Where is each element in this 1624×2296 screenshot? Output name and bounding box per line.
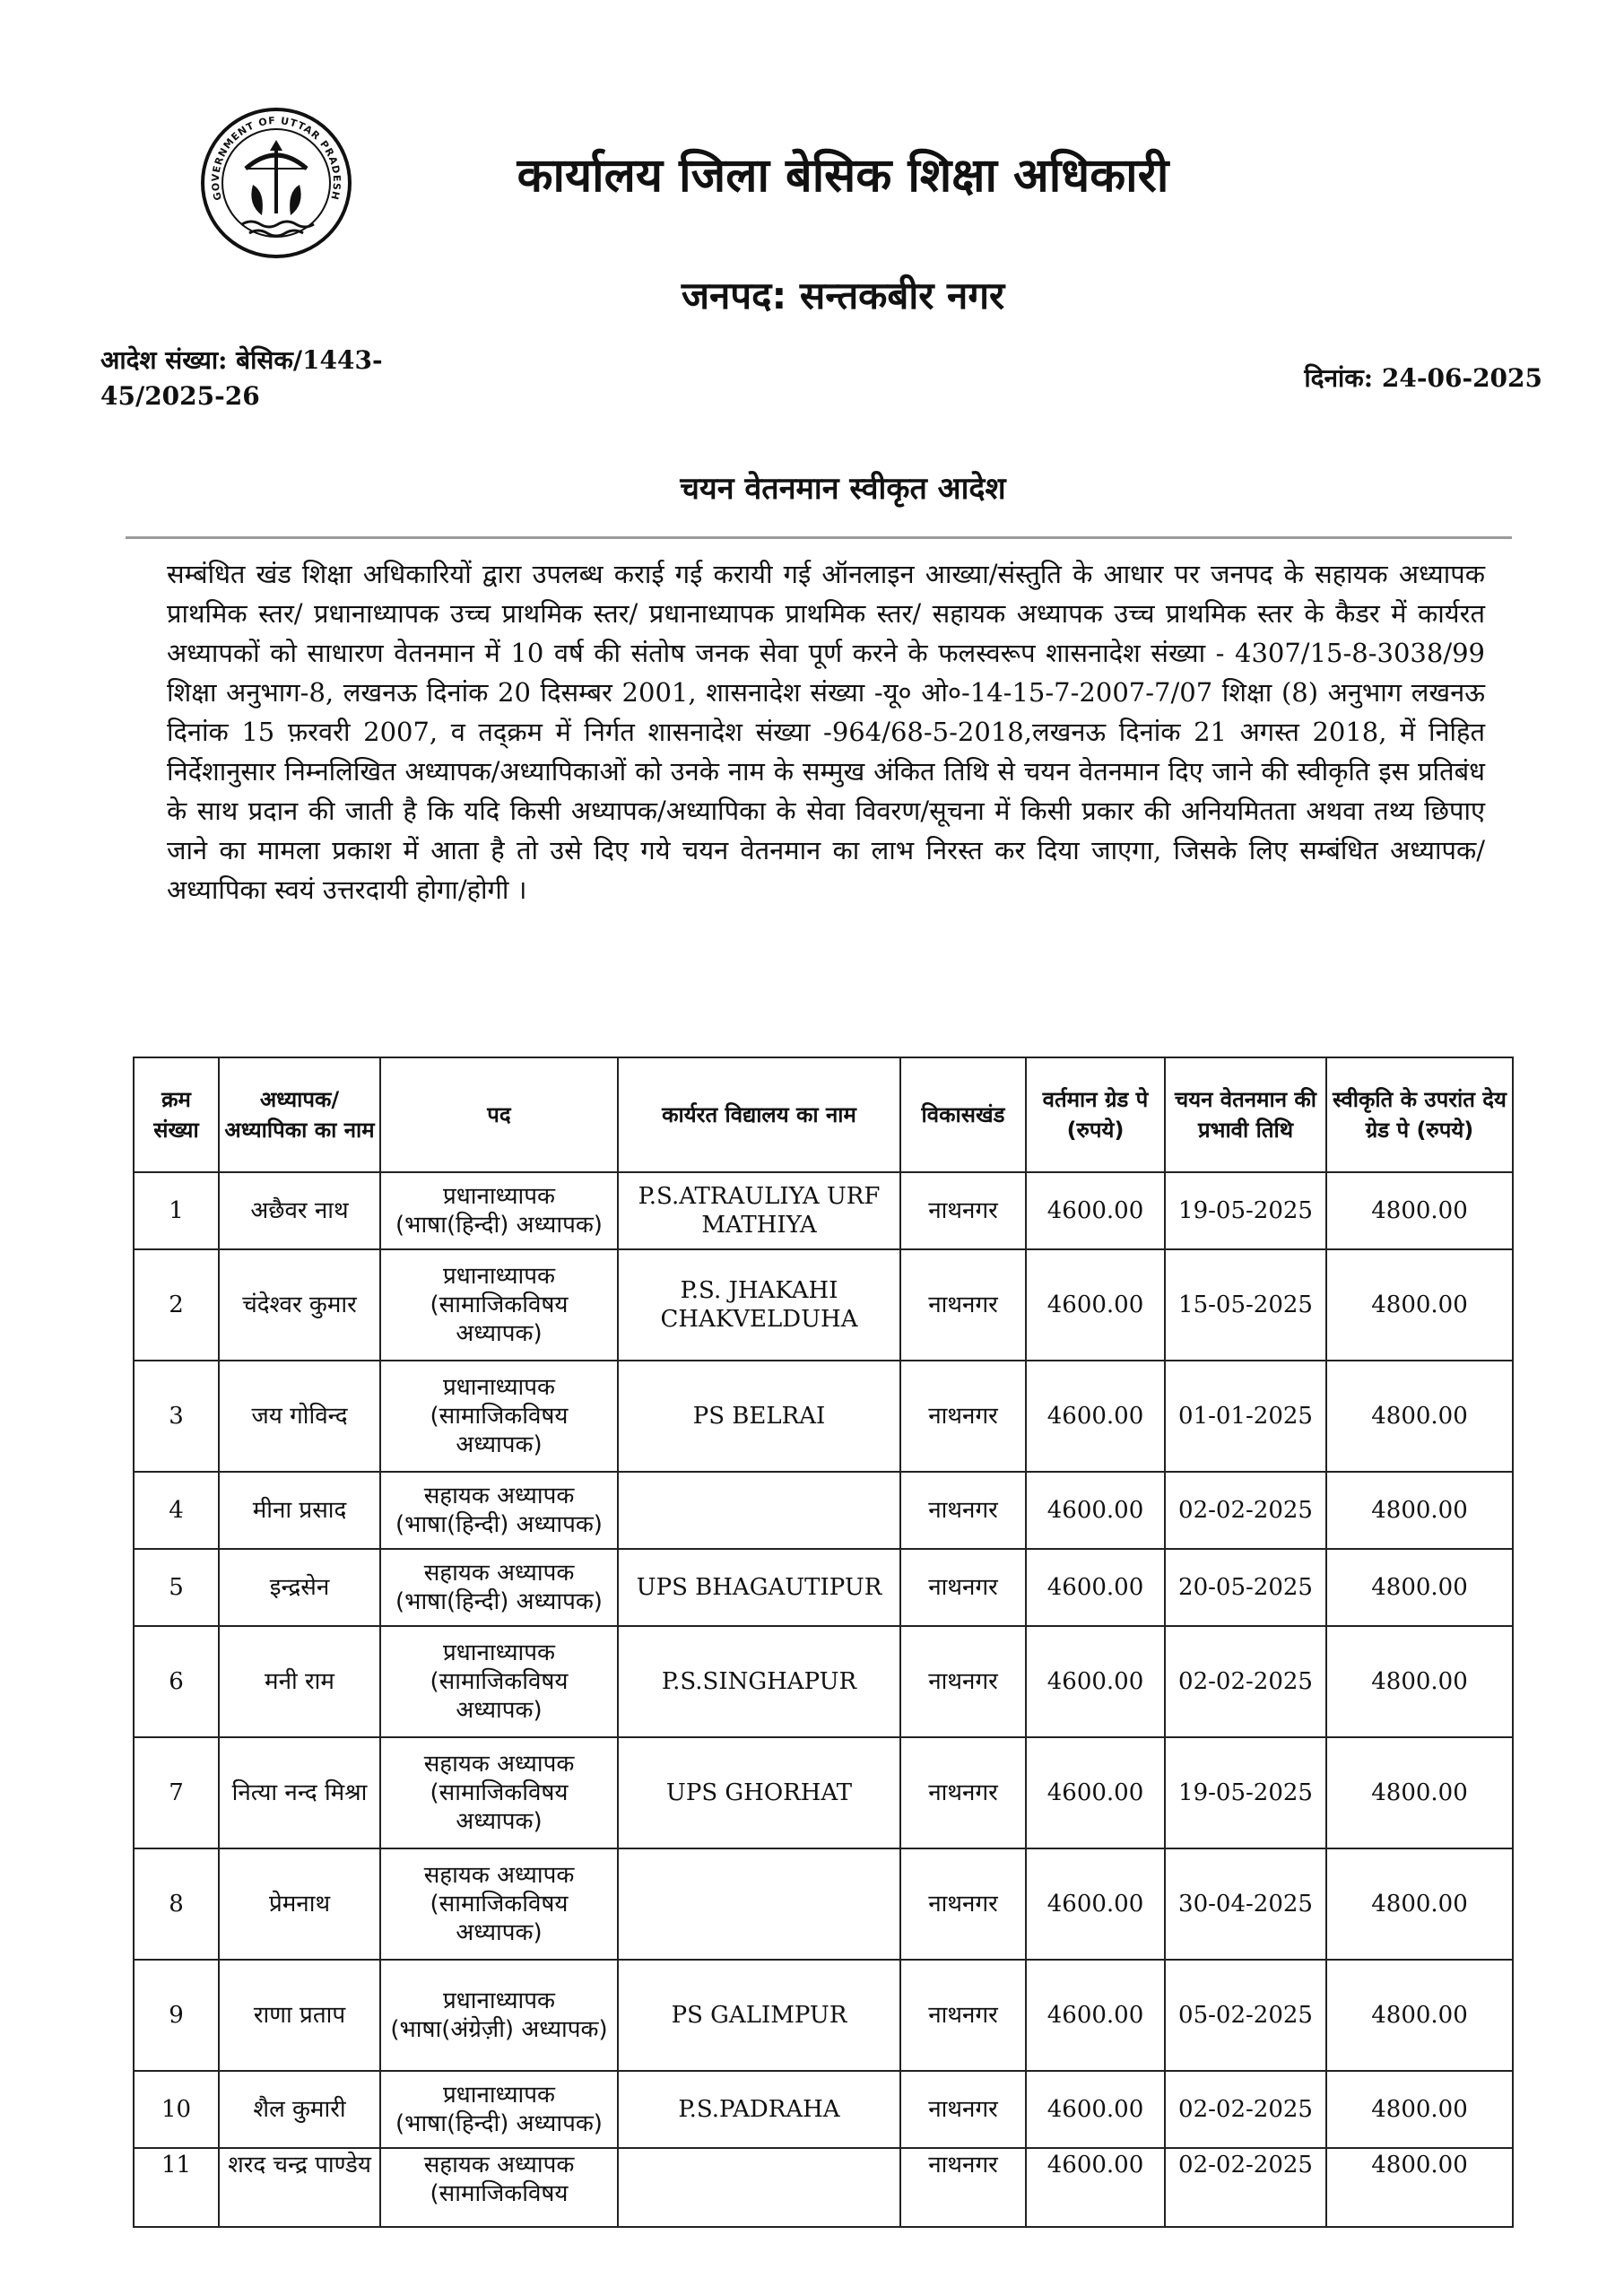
table-row bbox=[134, 2148, 1513, 2227]
cell-grade: 4600.00 bbox=[1026, 1549, 1165, 1626]
cell-post: सहायक अध्यापक (सामाजिकविषय अध्यापक) bbox=[380, 1737, 618, 1848]
cell-post: प्रधानाध्यापक (भाषा(हिन्दी) अध्यापक) bbox=[380, 1172, 618, 1249]
cell-new-grade: 4800.00 bbox=[1326, 1848, 1513, 1960]
cell-post: प्रधानाध्यापक (भाषा(हिन्दी) अध्यापक) bbox=[380, 2071, 618, 2148]
cell-grade: 4600.00 bbox=[1026, 1960, 1165, 2071]
cell-new-grade: 4800.00 bbox=[1326, 2148, 1513, 2227]
order-body: सम्बंधित खंड शिक्षा अधिकारियों द्वारा उपलब्ध कराई गई करायी गई ऑनलाइन आख्या/संस्तुति के आधार पर जनपद के सहायक अध्यापक प्राथमिक स्तर/ प्रधानाध्यापक उच्च प्राथमिक स्तर/ प्रधानाध्यापक प्राथमिक स्तर/ सहायक अध्यापक उच्च प्राथमिक स्तर के कैडर में कार्यरत अध्यापकों को साधारण वेतनमान में 10 वर्ष की संतोष जनक सेवा पूर्ण करने के फलस्वरूप शासनादेश संख्या - 4307/15-8-3038/99 शिक्षा अनुभाग-8, लखनऊ दिनांक 20 दिसम्बर 2001, शासनादेश संख्या -यू० ओ०-14-15-7-2007-7/07 शिक्षा (8) अनुभाग लखनऊ दिनांक 15 फ़रवरी 2007, व तद्क्रम में निर्गत शासनादेश संख्या -964/68-5-2018,लखनऊ दिनांक 21 अगस्त 2018, में निहित निर्देशानुसार निम्नलिखित अध्यापक/अध्यापिकाओं को उनके नाम के सम्मुख अंकित तिथि से चयन वेतनमान दिए जाने की स्वीकृति इस प्रतिबंध के साथ प्रदान की जाती है कि यदि किसी अध्यापक/अध्यापिका के सेवा विवरण/सूचना में किसी प्रकार की अनियमितता अथवा तथ्य छिपाए जाने का मामला प्रकाश में आता है तो उसे दिए गये चयन वेतनमान का लाभ निरस्त कर दिया जाएगा, जिसके लिए सम्बंधित अध्यापक/अध्यापिका स्वयं उत्तरदायी होगा/होगी । bbox=[167, 559, 1485, 905]
cell-date: 02-02-2025 bbox=[1165, 2148, 1326, 2227]
cell-school bbox=[618, 2148, 900, 2227]
col-block: विकासखंड bbox=[900, 1057, 1026, 1172]
cell-date: 19-05-2025 bbox=[1165, 1172, 1326, 1249]
cell-grade: 4600.00 bbox=[1026, 1172, 1165, 1249]
cell-grade: 4600.00 bbox=[1026, 2071, 1165, 2148]
cell-block: नाथनगर bbox=[900, 1737, 1026, 1848]
cell-date: 01-01-2025 bbox=[1165, 1361, 1326, 1472]
cell-date: 02-02-2025 bbox=[1165, 1472, 1326, 1549]
divider bbox=[126, 536, 1512, 539]
cell-name: नित्या नन्द मिश्रा bbox=[219, 1737, 380, 1848]
cell-serial: 9 bbox=[134, 1960, 219, 2071]
cell-post: सहायक अध्यापक (सामाजिकविषय अध्यापक) bbox=[380, 1848, 618, 1960]
table-row bbox=[134, 1848, 1513, 1960]
table-row bbox=[134, 2071, 1513, 2148]
cell-grade: 4600.00 bbox=[1026, 1737, 1165, 1848]
cell-school: UPS GHORHAT bbox=[618, 1737, 900, 1848]
col-teacher-name: अध्यापक/ अध्यापिका का नाम bbox=[219, 1057, 380, 1172]
cell-block: नाथनगर bbox=[900, 1249, 1026, 1361]
cell-post: प्रधानाध्यापक (सामाजिकविषय अध्यापक) bbox=[380, 1361, 618, 1472]
cell-grade: 4600.00 bbox=[1026, 1249, 1165, 1361]
cell-serial: 10 bbox=[134, 2071, 219, 2148]
order-number-line1: आदेश संख्या: बेसिक/1443- bbox=[100, 345, 383, 375]
cell-grade: 4600.00 bbox=[1026, 1361, 1165, 1472]
cell-school bbox=[618, 1472, 900, 1549]
office-title: कार्यालय जिला बेसिक शिक्षा अधिकारी bbox=[517, 149, 1169, 203]
cell-school: P.S.PADRAHA bbox=[618, 2071, 900, 2148]
cell-new-grade: 4800.00 bbox=[1326, 1249, 1513, 1361]
cell-serial: 11 bbox=[134, 2148, 219, 2227]
cell-serial: 8 bbox=[134, 1848, 219, 1960]
cell-serial: 2 bbox=[134, 1249, 219, 1361]
order-subject: चयन वेतनमान स्वीकृत आदेश bbox=[680, 471, 1006, 507]
table-row bbox=[134, 1626, 1513, 1737]
cell-block: नाथनगर bbox=[900, 1848, 1026, 1960]
cell-block: नाथनगर bbox=[900, 1472, 1026, 1549]
cell-name: शैल कुमारी bbox=[219, 2071, 380, 2148]
cell-serial: 7 bbox=[134, 1737, 219, 1848]
cell-name: जय गोविन्द bbox=[219, 1361, 380, 1472]
cell-date: 05-02-2025 bbox=[1165, 1960, 1326, 2071]
col-school: कार्यरत विद्यालय का नाम bbox=[618, 1057, 900, 1172]
col-post: पद bbox=[380, 1057, 618, 1172]
cell-block: नाथनगर bbox=[900, 1549, 1026, 1626]
cell-post: प्रधानाध्यापक (सामाजिकविषय अध्यापक) bbox=[380, 1249, 618, 1361]
svg-text:GOVERNMENT OF UTTAR PRADESH: GOVERNMENT OF UTTAR PRADESH bbox=[209, 115, 343, 202]
cell-new-grade: 4800.00 bbox=[1326, 2071, 1513, 2148]
cell-new-grade: 4800.00 bbox=[1326, 1172, 1513, 1249]
col-serial: क्रम संख्या bbox=[134, 1057, 219, 1172]
cell-serial: 5 bbox=[134, 1549, 219, 1626]
cell-school bbox=[618, 1848, 900, 1960]
cell-school: PS BELRAI bbox=[618, 1361, 900, 1472]
cell-name: मीना प्रसाद bbox=[219, 1472, 380, 1549]
cell-date: 15-05-2025 bbox=[1165, 1249, 1326, 1361]
cell-date: 30-04-2025 bbox=[1165, 1848, 1326, 1960]
cell-date: 20-05-2025 bbox=[1165, 1549, 1326, 1626]
cell-block: नाथनगर bbox=[900, 1361, 1026, 1472]
table-row bbox=[134, 1737, 1513, 1848]
cell-name: इन्द्रसेन bbox=[219, 1549, 380, 1626]
table-row bbox=[134, 1472, 1513, 1549]
order-number bbox=[100, 343, 477, 414]
col-new-grade: स्वीकृति के उपरांत देय ग्रेड पे (रुपये) bbox=[1326, 1057, 1513, 1172]
cell-school: UPS BHAGAUTIPUR bbox=[618, 1549, 900, 1626]
cell-post: सहायक अध्यापक (भाषा(हिन्दी) अध्यापक) bbox=[380, 1472, 618, 1549]
table-row bbox=[134, 1549, 1513, 1626]
district-name: जनपद: सन्तकबीर नगर bbox=[681, 274, 1005, 317]
cell-new-grade: 4800.00 bbox=[1326, 1361, 1513, 1472]
cell-school: PS GALIMPUR bbox=[618, 1960, 900, 2071]
cell-new-grade: 4800.00 bbox=[1326, 1472, 1513, 1549]
cell-block: नाथनगर bbox=[900, 1172, 1026, 1249]
up-government-seal bbox=[199, 106, 353, 260]
cell-new-grade: 4800.00 bbox=[1326, 1960, 1513, 2071]
table-row bbox=[134, 1960, 1513, 2071]
cell-serial: 4 bbox=[134, 1472, 219, 1549]
order-number-line2: 45/2025-26 bbox=[100, 381, 260, 411]
cell-grade: 4600.00 bbox=[1026, 1848, 1165, 1960]
cell-name: राणा प्रताप bbox=[219, 1960, 380, 2071]
cell-block: नाथनगर bbox=[900, 2148, 1026, 2227]
col-effective-date: चयन वेतनमान की प्रभावी तिथि bbox=[1165, 1057, 1326, 1172]
cell-new-grade: 4800.00 bbox=[1326, 1626, 1513, 1737]
cell-serial: 1 bbox=[134, 1172, 219, 1249]
cell-post: सहायक अध्यापक (भाषा(हिन्दी) अध्यापक) bbox=[380, 1549, 618, 1626]
cell-school: P.S.SINGHAPUR bbox=[618, 1626, 900, 1737]
cell-name: चंदेश्वर कुमार bbox=[219, 1249, 380, 1361]
cell-school: P.S. JHAKAHI CHAKVELDUHA bbox=[618, 1249, 900, 1361]
cell-serial: 6 bbox=[134, 1626, 219, 1737]
cell-name: अछैवर नाथ bbox=[219, 1172, 380, 1249]
cell-grade: 4600.00 bbox=[1026, 1626, 1165, 1737]
cell-name: शरद चन्द्र पाण्डेय bbox=[219, 2148, 380, 2227]
cell-block: नाथनगर bbox=[900, 1960, 1026, 2071]
cell-post: सहायक अध्यापक (सामाजिकविषय bbox=[380, 2148, 618, 2227]
cell-grade: 4600.00 bbox=[1026, 1472, 1165, 1549]
cell-block: नाथनगर bbox=[900, 1626, 1026, 1737]
order-date: दिनांक: 24-06-2025 bbox=[1304, 363, 1542, 393]
table-header-row bbox=[134, 1057, 1513, 1172]
cell-date: 02-02-2025 bbox=[1165, 2071, 1326, 2148]
col-current-grade: वर्तमान ग्रेड पे (रुपये) bbox=[1026, 1057, 1165, 1172]
cell-name: मनी राम bbox=[219, 1626, 380, 1737]
cell-post: प्रधानाध्यापक (सामाजिकविषय अध्यापक) bbox=[380, 1626, 618, 1737]
cell-serial: 3 bbox=[134, 1361, 219, 1472]
cell-name: प्रेमनाथ bbox=[219, 1848, 380, 1960]
cell-new-grade: 4800.00 bbox=[1326, 1549, 1513, 1626]
cell-date: 19-05-2025 bbox=[1165, 1737, 1326, 1848]
cell-school: P.S.ATRAULIYA URF MATHIYA bbox=[618, 1172, 900, 1249]
table-row bbox=[134, 1361, 1513, 1472]
table-row bbox=[134, 1172, 1513, 1249]
cell-grade: 4600.00 bbox=[1026, 2148, 1165, 2227]
table-row bbox=[134, 1249, 1513, 1361]
selection-scale-table bbox=[133, 1057, 1514, 2228]
cell-block: नाथनगर bbox=[900, 2071, 1026, 2148]
cell-date: 02-02-2025 bbox=[1165, 1626, 1326, 1737]
cell-post: प्रधानाध्यापक (भाषा(अंग्रेज़ी) अध्यापक) bbox=[380, 1960, 618, 2071]
cell-new-grade: 4800.00 bbox=[1326, 1737, 1513, 1848]
